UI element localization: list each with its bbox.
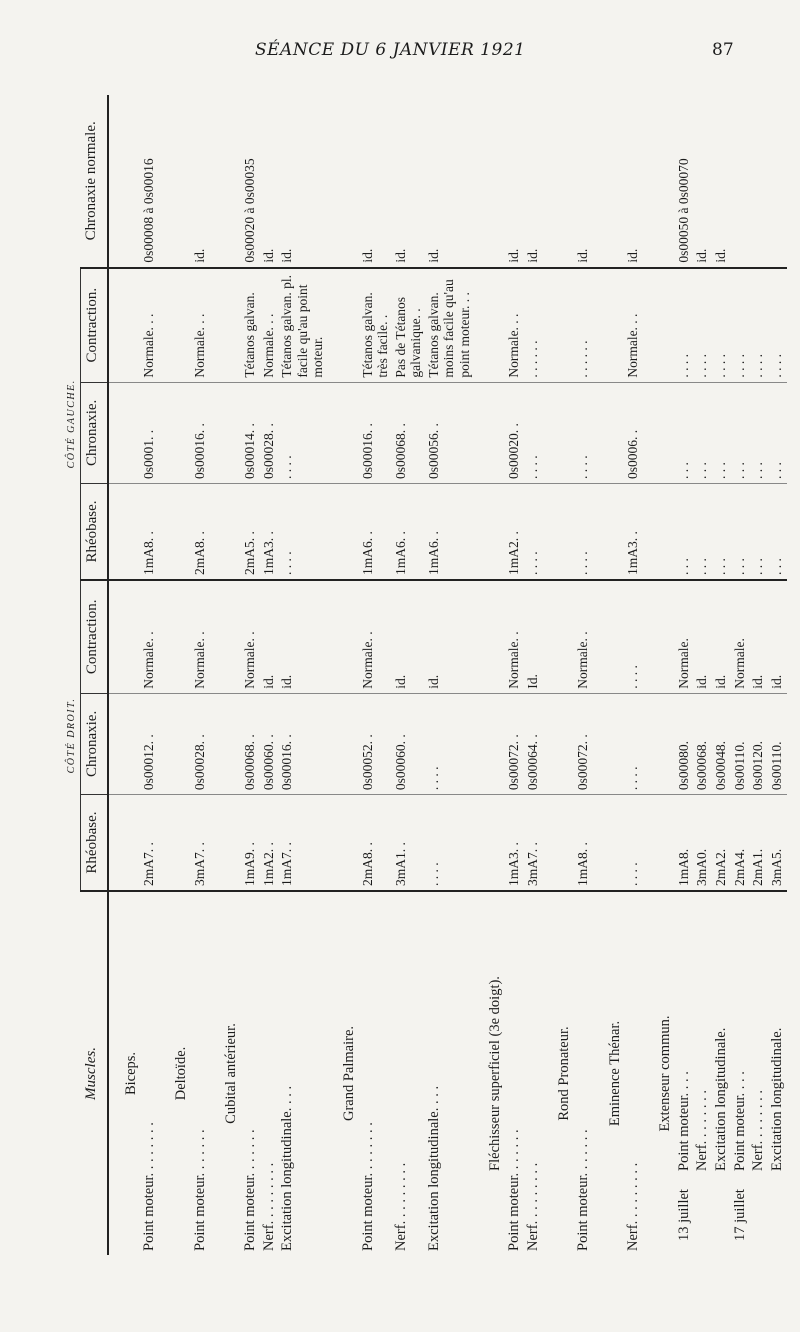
muscle-group-title: Eminence Thénar. (606, 1020, 623, 1127)
chronaxie-left-cell: 0s00016. . (359, 382, 392, 483)
rheobase-left-cell: . . . (675, 484, 694, 580)
table-row (768, 95, 787, 1255)
empty-cell (473, 95, 505, 268)
chronaxie-normale-cell: id. (693, 95, 712, 268)
chronaxie-normale-cell: id. (524, 95, 543, 268)
chronaxie-normale-cell (749, 95, 768, 268)
chronaxie-right-cell: 0s00012. . (140, 693, 159, 794)
table-row (392, 95, 425, 1255)
empty-cell (473, 580, 505, 693)
contraction-right-cell: id. (712, 580, 731, 693)
side-left-header: CÔTÉ GAUCHE. (62, 268, 80, 580)
chronaxie-right-cell: 0s00072. . (574, 693, 593, 794)
empty-cell (209, 484, 241, 580)
rheobase-right-cell: . . . . (425, 795, 474, 891)
group-heading-row (473, 95, 505, 1255)
chronaxie-right-cell: . . . . (425, 693, 474, 794)
chronaxie-left-cell: 0s00056. . (425, 382, 474, 483)
muscle-label: Excitation longitudinale. (713, 1027, 729, 1171)
empty-cell (159, 484, 191, 580)
muscle-label: Nerf. . . . . . . . . (260, 1162, 277, 1251)
chronaxie-right-cell: 0s00052. . (359, 693, 392, 794)
muscle-cell (574, 891, 593, 1255)
date-label: 13 juillet (675, 1189, 692, 1241)
muscle-cell (731, 891, 750, 1255)
muscle-cell (260, 891, 279, 1255)
chronaxie-left-cell: . . . . (278, 382, 327, 483)
contraction-left-cell: Pas de Tétanos galvanique. . (392, 268, 425, 383)
empty-cell (327, 795, 359, 891)
contraction-right-cell: Normale. . (359, 580, 392, 693)
empty-cell (209, 268, 241, 383)
contraction-left-cell: . . . . (712, 268, 731, 383)
muscle-label: Point moteur. . . . . . . . (141, 1122, 158, 1251)
rheobase-left-cell: 1mA3. . (624, 484, 643, 580)
rheobase-left-cell: 2mA8. . (191, 484, 210, 580)
column-header-row (80, 95, 108, 1255)
chronaxie-left-cell: . . . (731, 382, 750, 483)
empty-cell (593, 795, 625, 891)
header-contraction-left: Contraction. (80, 268, 108, 383)
empty-cell (108, 382, 141, 483)
empty-cell (643, 795, 675, 891)
header-rheobase-left: Rhéobase. (80, 484, 108, 580)
chronaxie-normale-cell (768, 95, 787, 268)
chronaxie-right-cell: 0s00120. (749, 693, 768, 794)
rheobase-right-cell: 1mA8. (675, 795, 694, 891)
empty-cell (108, 795, 141, 891)
muscle-cell (505, 891, 524, 1255)
contraction-right-cell: id. (260, 580, 279, 693)
empty-cell (542, 484, 574, 580)
table-row (260, 95, 279, 1255)
muscle-label: Excitation longitudinale. . . . (425, 1085, 442, 1251)
muscle-cell (392, 891, 425, 1255)
chronaxie-normale-cell: id. (260, 95, 279, 268)
chronaxie-right-cell: 0s00080. (675, 693, 694, 794)
chronaxie-left-cell: . . . (768, 382, 787, 483)
group-heading-row (643, 95, 675, 1255)
empty-cell (643, 693, 675, 794)
empty-cell (593, 580, 625, 693)
blank-header-cell (62, 95, 80, 268)
empty-cell (327, 693, 359, 794)
rheobase-left-cell: . . . . (278, 484, 327, 580)
header-muscles: Muscles. (80, 891, 108, 1255)
muscle-group-title: Extenseur commun. (656, 1015, 673, 1132)
contraction-right-cell: id. (768, 580, 787, 693)
empty-cell (542, 95, 574, 268)
empty-cell (159, 268, 191, 383)
empty-cell (159, 382, 191, 483)
rheobase-left-cell: 1mA3. . (260, 484, 279, 580)
empty-cell (209, 795, 241, 891)
empty-cell (327, 268, 359, 383)
empty-cell (108, 95, 141, 268)
rheobase-right-cell: 1mA9. . (241, 795, 260, 891)
muscle-cell (749, 891, 768, 1255)
contraction-left-cell: Normale. . . (505, 268, 524, 383)
empty-cell (209, 382, 241, 483)
chronaxie-normale-cell (731, 95, 750, 268)
empty-cell (209, 95, 241, 268)
chronaxie-normale-cell: 0s00008 à 0s00016 (140, 95, 159, 268)
muscle-cell (624, 891, 643, 1255)
rheobase-right-cell: 3mA0. (693, 795, 712, 891)
contraction-right-cell: Normale. . (191, 580, 210, 693)
chronaxie-right-cell: 0s00072. . (505, 693, 524, 794)
table-row (749, 95, 768, 1255)
empty-cell (643, 580, 675, 693)
chronaxie-normale-cell: id. (278, 95, 327, 268)
chronaxie-right-cell: 0s00064. . (524, 693, 543, 794)
muscle-group-title: Fléchisseur superficiel (3e doigt). (487, 976, 504, 1171)
chronaxie-right-cell: . . . . (624, 693, 643, 794)
empty-cell (108, 580, 141, 693)
empty-cell (473, 795, 505, 891)
chronaxie-right-cell: 0s00068. . (241, 693, 260, 794)
group-heading-row (327, 95, 359, 1255)
contraction-right-cell: id. (693, 580, 712, 693)
muscle-group-title: Rond Pronateur. (556, 1026, 573, 1121)
table-row (693, 95, 712, 1255)
muscle-label: Point moteur. . . . . . . (505, 1129, 522, 1251)
empty-cell (108, 693, 141, 794)
rheobase-right-cell: 2mA8. . (359, 795, 392, 891)
chronaxie-normale-cell: id. (191, 95, 210, 268)
rheobase-right-cell: 1mA3. . (505, 795, 524, 891)
muscle-group-title: Cubital antérieur. (223, 1023, 240, 1124)
rheobase-right-cell: 1mA8. . (574, 795, 593, 891)
chronaxie-table (62, 95, 787, 1255)
empty-cell (473, 693, 505, 794)
rheobase-right-cell: 3mA5. (768, 795, 787, 891)
table-row (712, 95, 731, 1255)
chronaxie-right-cell: 0s00110. (731, 693, 750, 794)
rheobase-right-cell: 1mA7. . (278, 795, 327, 891)
rheobase-left-cell: 2mA5. . (241, 484, 260, 580)
rheobase-left-cell: . . . . (524, 484, 543, 580)
chronaxie-right-cell: 0s00110. (768, 693, 787, 794)
empty-cell (108, 268, 141, 383)
chronaxie-left-cell: . . . . (524, 382, 543, 483)
empty-cell (542, 795, 574, 891)
table-row (278, 95, 327, 1255)
chronaxie-right-cell: 0s00060. . (260, 693, 279, 794)
rheobase-left-cell: . . . (693, 484, 712, 580)
chronaxie-normale-cell: 0s00050 à 0s00070 (675, 95, 694, 268)
contraction-left-cell: . . . . . . (574, 268, 593, 383)
rheobase-left-cell: . . . (768, 484, 787, 580)
rotated-table-container (62, 95, 786, 1255)
header-chronaxie-normale: Chronaxie normale. (80, 95, 108, 268)
chronaxie-right-cell: 0s00016. . (278, 693, 327, 794)
rheobase-right-cell: 2mA2. (712, 795, 731, 891)
rheobase-right-cell: 1mA2. . (260, 795, 279, 891)
empty-cell (327, 484, 359, 580)
muscle-label: Nerf. . . . . . . . . (625, 1162, 642, 1251)
empty-cell (327, 95, 359, 268)
empty-cell (542, 693, 574, 794)
header-chronaxie-right: Chronaxie. (80, 693, 108, 794)
contraction-left-cell: . . . . . . (524, 268, 543, 383)
empty-cell (159, 95, 191, 268)
contraction-left-cell: Tétanos galvan. pl. facile qu'au point moteur. (278, 268, 327, 383)
rheobase-left-cell: . . . (749, 484, 768, 580)
contraction-left-cell: . . . . (731, 268, 750, 383)
chronaxie-normale-cell: id. (359, 95, 392, 268)
contraction-right-cell: Normale. . (140, 580, 159, 693)
muscle-group-title: Deltoïde. (173, 1046, 190, 1101)
empty-cell (593, 268, 625, 383)
table-row (731, 95, 750, 1255)
rheobase-right-cell: . . . . (624, 795, 643, 891)
header-contraction-right: Contraction. (80, 580, 108, 693)
contraction-left-cell: . . . . (693, 268, 712, 383)
rheobase-right-cell: 3mA7. . (191, 795, 210, 891)
contraction-right-cell: Normale. (675, 580, 694, 693)
table-body (108, 95, 787, 1255)
chronaxie-left-cell: 0s00020. . (505, 382, 524, 483)
muscle-group-title: Grand Palmaire. (341, 1025, 357, 1122)
muscle-label: Nerf. . . . . . . . (750, 1090, 767, 1171)
contraction-right-cell: id. (392, 580, 425, 693)
chronaxie-left-cell: 0s00016. . (191, 382, 210, 483)
empty-cell (159, 580, 191, 693)
running-head (0, 40, 800, 70)
empty-cell (159, 693, 191, 794)
rheobase-right-cell: 2mA1. (749, 795, 768, 891)
chronaxie-right-cell: 0s00048. (712, 693, 731, 794)
empty-cell (643, 95, 675, 268)
empty-cell (542, 268, 574, 383)
side-header-row (62, 95, 80, 1255)
contraction-left-cell: Normale. . . (140, 268, 159, 383)
rheobase-left-cell: . . . (731, 484, 750, 580)
chronaxie-normale-cell: id. (574, 95, 593, 268)
chronaxie-left-cell: 0s0001. . (140, 382, 159, 483)
chronaxie-left-cell: . . . (675, 382, 694, 483)
empty-cell (593, 693, 625, 794)
header-chronaxie-left: Chronaxie. (80, 382, 108, 483)
empty-cell (473, 382, 505, 483)
running-title: SÉANCE DU 6 JANVIER 1921 (255, 40, 526, 60)
chronaxie-left-cell: 0s00014. . (241, 382, 260, 483)
table-row (425, 95, 474, 1255)
empty-cell (643, 484, 675, 580)
chronaxie-left-cell: . . . (693, 382, 712, 483)
chronaxie-left-cell: . . . (749, 382, 768, 483)
contraction-left-cell: . . . . (768, 268, 787, 383)
empty-cell (327, 580, 359, 693)
empty-cell (159, 795, 191, 891)
page-number: 87 (712, 40, 734, 60)
chronaxie-right-cell: 0s00060. . (392, 693, 425, 794)
header-rheobase-right: Rhéobase. (80, 795, 108, 891)
contraction-right-cell: Normale. . (241, 580, 260, 693)
empty-cell (643, 268, 675, 383)
empty-cell (643, 382, 675, 483)
muscle-cell (768, 891, 787, 1255)
table-row (574, 95, 593, 1255)
muscle-cell (241, 891, 260, 1255)
group-heading-row (209, 95, 241, 1255)
muscle-label: Point moteur. . . . . . . (574, 1129, 591, 1251)
group-heading-row (159, 95, 191, 1255)
empty-cell (542, 580, 574, 693)
muscle-cell (191, 891, 210, 1255)
side-right-header: CÔTÉ DROIT. (62, 580, 80, 891)
contraction-left-cell: Normale. . . (191, 268, 210, 383)
blank-header-cell (62, 891, 80, 1255)
rheobase-left-cell: 1mA6. . (425, 484, 474, 580)
table-row (624, 95, 643, 1255)
muscle-cell (712, 891, 731, 1255)
chronaxie-right-cell: 0s00068. (693, 693, 712, 794)
table-row (359, 95, 392, 1255)
table-row (191, 95, 210, 1255)
contraction-left-cell: Tétanos galvan. (241, 268, 260, 383)
muscle-label: Point moteur. . . . (675, 1071, 692, 1171)
group-heading-row (542, 95, 574, 1255)
chronaxie-left-cell: . . . (712, 382, 731, 483)
empty-cell (593, 484, 625, 580)
chronaxie-left-cell: . . . . (574, 382, 593, 483)
empty-cell (209, 580, 241, 693)
contraction-right-cell: Id. (524, 580, 543, 693)
empty-cell (108, 484, 141, 580)
contraction-right-cell: Normale. . (574, 580, 593, 693)
muscle-cell (693, 891, 712, 1255)
chronaxie-right-cell: 0s00028. . (191, 693, 210, 794)
empty-cell (473, 484, 505, 580)
table-row (675, 95, 694, 1255)
contraction-left-cell: . . . . (675, 268, 694, 383)
contraction-right-cell: . . . . (624, 580, 643, 693)
muscle-cell (140, 891, 159, 1255)
date-label: 17 juillet (731, 1189, 748, 1241)
table-row (241, 95, 260, 1255)
empty-cell (327, 382, 359, 483)
rheobase-left-cell: 1mA2. . (505, 484, 524, 580)
contraction-left-cell: Normale. . . (260, 268, 279, 383)
muscle-group-title: Biceps. (122, 1051, 139, 1096)
contraction-right-cell: id. (749, 580, 768, 693)
muscle-label: Point moteur. . . . . . . (191, 1129, 208, 1251)
rheobase-left-cell: . . . (712, 484, 731, 580)
chronaxie-normale-cell: id. (505, 95, 524, 268)
chronaxie-left-cell: 0s00028. . (260, 382, 279, 483)
rheobase-right-cell: 2mA4. (731, 795, 750, 891)
muscle-label: Nerf. . . . . . . . . (524, 1162, 541, 1251)
muscle-cell (425, 891, 474, 1255)
chronaxie-normale-cell: id. (712, 95, 731, 268)
chronaxie-normale-cell: id. (425, 95, 474, 268)
contraction-left-cell: Tétanos galvan. moins facile qu'au point moteur. . . (425, 268, 474, 383)
group-heading-row (593, 95, 625, 1255)
group-heading-row (108, 95, 141, 1255)
table-row (505, 95, 524, 1255)
contraction-right-cell: Normale. . (505, 580, 524, 693)
chronaxie-normale-cell: id. (624, 95, 643, 268)
rheobase-left-cell: 1mA6. . (392, 484, 425, 580)
empty-cell (209, 693, 241, 794)
rheobase-left-cell: 1mA6. . (359, 484, 392, 580)
contraction-right-cell: id. (425, 580, 474, 693)
empty-cell (542, 382, 574, 483)
rheobase-right-cell: 3mA1. . (392, 795, 425, 891)
rheobase-right-cell: 3mA7. . (524, 795, 543, 891)
empty-cell (593, 95, 625, 268)
contraction-left-cell: Tétanos galvan. très facile. . (359, 268, 392, 383)
muscle-label: Excitation longitudinale. (769, 1027, 786, 1171)
rheobase-left-cell: 1mA8. . (140, 484, 159, 580)
rheobase-right-cell: 2mA7. . (140, 795, 159, 891)
muscle-label: Point moteur. . . . (731, 1071, 748, 1171)
empty-cell (593, 382, 625, 483)
muscle-label: Excitation longitudinale. . . . (279, 1085, 296, 1251)
muscle-cell (359, 891, 392, 1255)
muscle-cell (675, 891, 694, 1255)
chronaxie-normale-cell: id. (392, 95, 425, 268)
muscle-label: Nerf. . . . . . . . (694, 1090, 711, 1171)
empty-cell (473, 268, 505, 383)
muscle-label: Point moteur. . . . . . . . (359, 1122, 376, 1251)
muscle-cell (278, 891, 327, 1255)
chronaxie-left-cell: 0s00068. . (392, 382, 425, 483)
muscle-cell (524, 891, 543, 1255)
contraction-right-cell: Normale. (731, 580, 750, 693)
contraction-left-cell: Normale. . . (624, 268, 643, 383)
chronaxie-left-cell: 0s0006. . (624, 382, 643, 483)
contraction-right-cell: id. (278, 580, 327, 693)
table-row (140, 95, 159, 1255)
chronaxie-normale-cell: 0s00020 à 0s00035 (241, 95, 260, 268)
muscle-label: Point moteur. . . . . . . (242, 1129, 259, 1251)
contraction-left-cell: . . . . (749, 268, 768, 383)
table-row (524, 95, 543, 1255)
rheobase-left-cell: . . . . (574, 484, 593, 580)
muscle-label: Nerf. . . . . . . . . (392, 1162, 409, 1251)
